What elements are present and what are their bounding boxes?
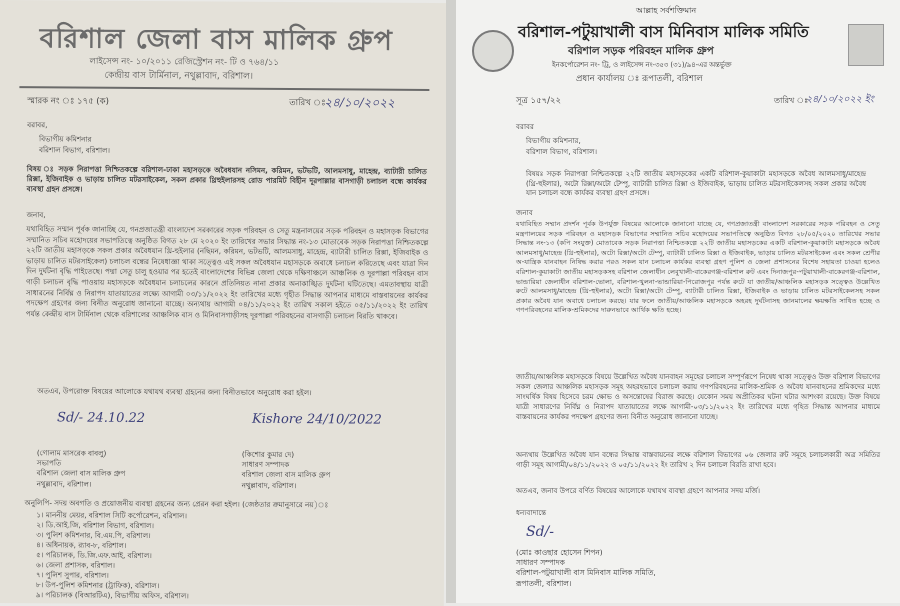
left-signature-1: Sd/- 24.10.22 [57, 410, 146, 427]
left-recipient-line-1: বিভাগীয় কমিশনার [39, 134, 92, 144]
left-signature-2: Kishore 24/10/2022 [252, 411, 382, 428]
right-signature: Sd/- [526, 524, 554, 540]
portrait-image [848, 24, 884, 66]
signatory-name: (কিশোর কুমার দে) [241, 449, 295, 460]
right-salutation: জনাব [516, 208, 533, 217]
left-cc-heading: অনুলিপি- সদয় অবগতি ও প্রয়োজনীয় ব্যবস্থা গ্রহনের জন্য প্রেরন করা হইল। (জেষ্ঠতার ক্রমানুসারে নয়)ঃ [24, 498, 329, 510]
signatory-name: (গোলাম মাসরেক বাবলু) [36, 448, 107, 458]
left-signatory-1 [37, 448, 207, 490]
list-item: ৬। জেলা প্রশাসক, বরিশাল। [36, 560, 116, 570]
right-office: প্রধান কার্যালয় ঃ রূপাতলী, বরিশাল [576, 74, 703, 84]
right-top-line: আল্লাহ সর্বশক্তিমান [636, 6, 697, 15]
signatory-name: (মোঃ কাওছার হোসেন শিপন) [516, 548, 603, 557]
list-item: ১। মাননীয় মেয়র, বরিশাল সিটি কর্পোরেশন, বরিশাল। [36, 510, 188, 521]
left-header-rule [19, 86, 429, 91]
left-letter-title: বরিশাল জেলা বাস মালিক গ্রুপ [39, 23, 394, 57]
right-body-2: জাতীয়/আঞ্চলিক মহাসড়কে বিষয়ে উল্লেখিত অবৈধ যানবাহন সমূহের চলাচল সম্পূর্ণরূপে নিষেধ থাকা সত্ত্বেও উক্ত বরিশাল বিভাগের সকল জেলার আঞ্চলিক মহাসড়ক সমূহ অহরহভাবে চলাচল করায় গণপরিবহনের মালিক-শ্রমিক ও অবৈধ যানবাহনের শ্রমিকদের মধ্যে সাংঘর্ষিক বিষয় হিসেবে চরম ক্ষোভ ও অসন্তোষের বিরাজ করছে। যেকোন সময় অপ্রীতিকর ঘটনা ঘটার আশংকা রয়েছে। উক্ত বিষয়ে যাত্রী সাধারণের নির্বিঘ্ন ও নিরাপদ যাতায়াতের লক্ষে আগামী-০৩/১১/২০২২ ইং তারিখের মধ্যে গৃহিত সিদ্ধান্ত আপনার মাধ্যমে বাস্তবায়নের কার্যকর পদক্ষেপ গ্রহণের জন্য বিনীত অনুরোধ জানানো যাচ্ছে। [516, 373, 880, 421]
list-item: ২। ডি.আই.জি, বরিশাল বিভাগ, বরিশাল। [36, 520, 155, 531]
signatory-role: সাধারণ সম্পাদক [516, 558, 565, 568]
list-item: ৪। অধিনায়ক, র‍্যাব-৮, বরিশাল। [36, 540, 127, 550]
signatory-org: বরিশাল-পটুয়াখালী বাস মিনিবাস মালিক সমিতি, [516, 568, 656, 578]
left-salutation: জনাব, [26, 210, 46, 220]
right-subject: বিষয়ঃ সড়ক নিরাপত্তা নিশ্চিতকল্পে ২২টি জাতীয় মহাসড়কের একটি বরিশাল-কুয়াকাটা মহাসড়কে অবৈধ আলমসাধু/মাহেন্দ্র (থ্রি-হুইলার), অটো রিক্সা/অটো টেম্পু, ব্যাটারী চালিত রিক্সা ও ইজিবাইক, ভাড়ায় চালিত মটরসাইকেলসহ সকল প্রকার অবৈধ যান চলাচল বন্ধে কার্যকর ব্যবস্থা গ্রহণ প্রসঙ্গে। [526, 170, 866, 197]
association-logo-icon [472, 30, 514, 72]
right-letter-subtitle: বরিশাল সড়ক পরিবহন মালিক গ্রুপ [568, 45, 714, 57]
right-body: যথাবিহিত সম্মান প্রদর্শন পূর্বক উপর্যুক্ত বিষয়ের আলোকে জানানো যাচ্ছে যে, গণপ্রজাতন্ত্রী বাংলাদেশ সরকারের সড়ক পরিবহন ও সেতু মন্ত্রণালয়ের সড়ক পরিবহন ও মহাসড়ক বিভাগের সম্মানিত সচিব মহোদয়ের সভাপতিত্বে অনুষ্ঠিত বিগত ২৮/০৫/২০২০ তারিখের সভার সিদ্ধান্ত নং-১৩ (কপি সংযুক্ত) মোতাবেক সড়ক নিরাপত্তা নিশ্চিতকল্পে ২২টি জাতীয় মহাসড়কের একটি বরিশাল-কুয়াকাটা মহাসড়কে অবৈধ আলমসাধু/মাহেন্দ্র (থ্রি-হুইলার), অটো রিক্সা/অটো টেম্পু, ব্যাটারী চালিত রিক্সা ও ইজিবাইক, ভাড়ায় চালিত মটরসাইকেল এবং সকল শ্রেণীর অ-যান্ত্রিক যানবাহন নিষিদ্ধ করার পরও সকল যান চলাচল কার্যকর ব্যবস্থা গ্রহণ পুলিশ ও জেলা প্রশাসনের বিশেষ সহায়তা চাওয়া হলেও বরিশাল-কুয়াকাটা জাতীয় মহাসড়কসহ বরিশাল জেলাধীন লেবুখালী-বাকেরগঞ্জ-বরিশাল রুট এবং দিনাজপুর-পটুয়াখালী-বাকেরগঞ্জ-বরিশাল, ভান্ডারিয়া জেলাধীন বরিশাল-ভোলা, বরিশাল-খুলনা-ভান্ডারিয়া-পিরোজপুর পর্যন্ত রুটে যা জাতীয়/আঞ্চলিক মহাসড়ক সত্ত্বেও উল্লেখিত রুটে আলমসাধু/মাহেন্দ্র (থ্রি-হুইলার), অটো রিক্সা/অটো টেম্পু, ব্যাটারী চালিত রিক্সা, ইজিবাইক ও ভাড়ায় চালিত মটরসাইকেলসহ সকল প্রকার অবৈধ যান অবাধে চলাচল করছে। যার ফলে জাতীয়/আঞ্চলিক মহাসড়কে অহরহ দুর্ঘটনাসহ জানমালের ক্ষয়ক্ষতি সাধিত হচ্ছে ও গণপরিবহনের মালিক-শ্রমিকদের দারুনভাবে আর্থিক ক্ষতি হচ্ছে। [516, 220, 881, 315]
right-registration: ইনকর্পোরেশন নং- ট্রি, ও লাইসেন্স নং-৩৫৩ (৩১)/৯৪-এর অন্তর্ভুক্ত [552, 61, 732, 69]
left-recipient-line-2: বরিশাল বিভাগ, বরিশাল। [38, 145, 111, 155]
right-memo-number: সূত্র ১৫৭/২২ [516, 96, 562, 106]
right-recipient-line-2: বরিশাল বিভাগ, বরিশাল। [526, 147, 598, 156]
left-closing: অতএব, উপরোক্ত বিষয়ের আলোকে যথাযথ ব্যবস্থা গ্রহনের জন্য বিনীতভাবে অনুরোধ করা হইল। [37, 386, 312, 398]
left-memo-number: স্মারক নং ঃ ১৭৫ (ক) [27, 96, 109, 107]
left-registration: লাইসেন্স নং- ১০/২০১১ রেজিস্ট্রেশন নং- টি ও ৭৬৪/১১ [89, 56, 279, 68]
left-signatory-2 [242, 450, 422, 492]
list-item: ৯। পরিচালক (বিআরটিএ), বিভাগীয় অফিস, বরিশাল। [35, 590, 189, 601]
list-item: ৮। উপ-পুলিশ কমিশনার (ট্রাফিক), বরিশাল। [35, 580, 160, 591]
right-date: ২৪/১০/২০২২ ইং [806, 94, 874, 105]
left-date-label: তারিখ ঃ [289, 98, 326, 109]
left-body: যথাবিহিত সম্মান পূর্বক জানাচ্ছি যে, গনপ্রজাতন্ত্রী বাংলাদেশ সরকারের সড়ক পরিবহন ও সেতু মন্ত্রনালয়ের সড়ক পরিবহন ও মহাসড়ক বিভাগের সম্মানিত সচিব মহোদয়ের সভাপতিত্বে অনুষ্ঠিত বিগত ২৮ মে ২০২০ ইং তারিখের সভার সিদ্ধান্ত নং-১৩ মোতাবেক সড়ক নিরাপত্তা নিশ্চিতকল্পে ২২টি জাতীয় মহাসড়কে সকল প্রকার অবৈধযান থ্রি-হুইলার (নছিমন, করিমন, ভটভটি, আলমসাধু, মাহেন্দ্র, ব্যাটারী চালিত রিক্সা, ইজিবাইক ও ভাড়ায় চালিত মটরসাইকেল) চলাচল বন্ধের নিষেধাজ্ঞা থাকা সত্ত্বেও এই সকল অবৈধযান মহাসড়কে অবাধে চলাচল করিতেছে এবং যাত্রা দিন দিন দুর্ঘটনা বৃদ্ধি পাইতেছে। পদ্মা সেতু চালু হওয়ার পর হতেই বাংলাদেশের বিভিন্ন জেলা থেকে দক্ষিণাঞ্চলে আঞ্চলিক ও দূরপাল্লা পরিবহন বাস গাড়ী চলাচল বৃদ্ধি পাওয়ায় মহাসড়কে অবৈধযান চলাচলের কারনে প্রতিনিয়ত নানা প্রকার অনাকাঙ্খিত দুর্ঘটনা ঘটিতেছে। এমতাবস্থায় যাত্রী সাধারনের নির্বিঘ্ন ও নিরাপদ যাতায়াতের লক্ষ্যে আগামী ০৩/১১/২০২২ ইং তারিখের মধ্যে গৃহীত সিদ্ধান্ত আপনার মাধ্যমে বাস্তবায়নের কার্যকর পদক্ষেপ গ্রহণের জন্য বিনীত অনুরোধ জানানো যাচ্ছে। অন্যথায় আগামী ০৪/১১/২০২২ ইং তারিখ সকাল হইতে ০৫/১১/২০২২ ইং তারিখ পর্যন্ত কেন্দ্রীয় বাস টার্মিনাল থেকে বরিশালের আঞ্চলিক বাস ও মিনিবাসগাড়ীসহ দূরপাল্লা পরিবহনের বাসগাড়ী চলাচল বিরতি থাকবে। [25, 224, 429, 321]
right-body-3: অন্যথায় উল্লেখিত অবৈধ যান বন্ধের সিদ্ধান্ত বাস্তবায়নের লক্ষে বরিশাল বিভাগের ০৬ জেলার রুট সমূহে চলাচলকারী অত্র সমিতির গাড়ী সমূহ আগামী/০৪/১১/২০২২ ও ০৫/১১/২০২২ ইং তারিখ ২ দিন চলাচল বিরতি রাখা হবে। [516, 451, 880, 469]
left-subject: বিষয় ঃ সড়ক নিরাপত্তা নিশ্চিতকল্পে বরিশাল-ঢাকা মহাসড়কে অবৈধযান নসিমন, করিমন, ভটভটি, আলমসাধু, মাহেন্দ্র, ব্যাটারী চালিত রিক্সা, ইজিবাইক ও ভাড়ায় চালিত মটরসাইকেল, সকল প্রকার থ্রিহুইলারসহ রোড পারমিট বিহীন দূরপাল্লার বাসগাড়ী চলাচল বন্ধে কার্যকর ব্যবস্থা গ্রহন প্রসঙ্গে। [26, 164, 427, 194]
right-recipient-line-1: বিভাগীয় কমিশনার, [526, 136, 581, 145]
signatory-org: বরিশাল জেলা বাস মালিক গ্রুপ [36, 468, 126, 479]
left-date: ২৪/১০/২০২২ [324, 95, 395, 110]
right-thanks: ধন্যবাদান্তে [516, 508, 547, 517]
left-to-label: বরাবর, [27, 120, 48, 130]
right-date-label: তারিখ ঃ [774, 96, 809, 105]
signatory-place: রূপাতলী, বরিশাল। [516, 578, 572, 588]
signatory-role: সাধারণ সম্পাদক [241, 459, 290, 470]
left-address: কেন্দ্রীয় বাস টার্মিনাল, নথুল্লাবাদ, বরিশাল। [104, 70, 254, 82]
left-cc-list [36, 510, 190, 601]
list-item: ৭। পুলিশ সুপার, বরিশাল। [35, 570, 109, 580]
right-letter-title: বরিশাল-পটুয়াখালী বাস মিনিবাস মালিক সমিতি [518, 22, 809, 41]
signatory-place: নথুল্লাবাদ, বরিশাল। [241, 480, 297, 490]
left-letter [0, 0, 448, 606]
right-signatory [516, 548, 656, 589]
signatory-place: নথুল্লাবাদ, বরিশাল। [36, 478, 92, 489]
right-letter [456, 0, 900, 603]
list-item: ৩। পুলিশ কমিশনার, বি.এম.পি, বরিশাল। [36, 530, 151, 541]
right-closing: অতএব, জনাব উপরে বর্ণিত বিষয়ের আলোকে যথাযথ ব্যবস্থা গ্রহণে আপনার সদয় মর্জি। [516, 487, 761, 495]
signatory-org: বরিশাল জেলা বাস মালিক গ্রুপ [241, 470, 331, 480]
signatory-role: সভাপতি [36, 458, 62, 468]
right-to-label: বরাবর [516, 122, 534, 131]
list-item: ৫। পরিচালক, ডি.জি.এফ.আই, বরিশাল। [36, 550, 152, 561]
